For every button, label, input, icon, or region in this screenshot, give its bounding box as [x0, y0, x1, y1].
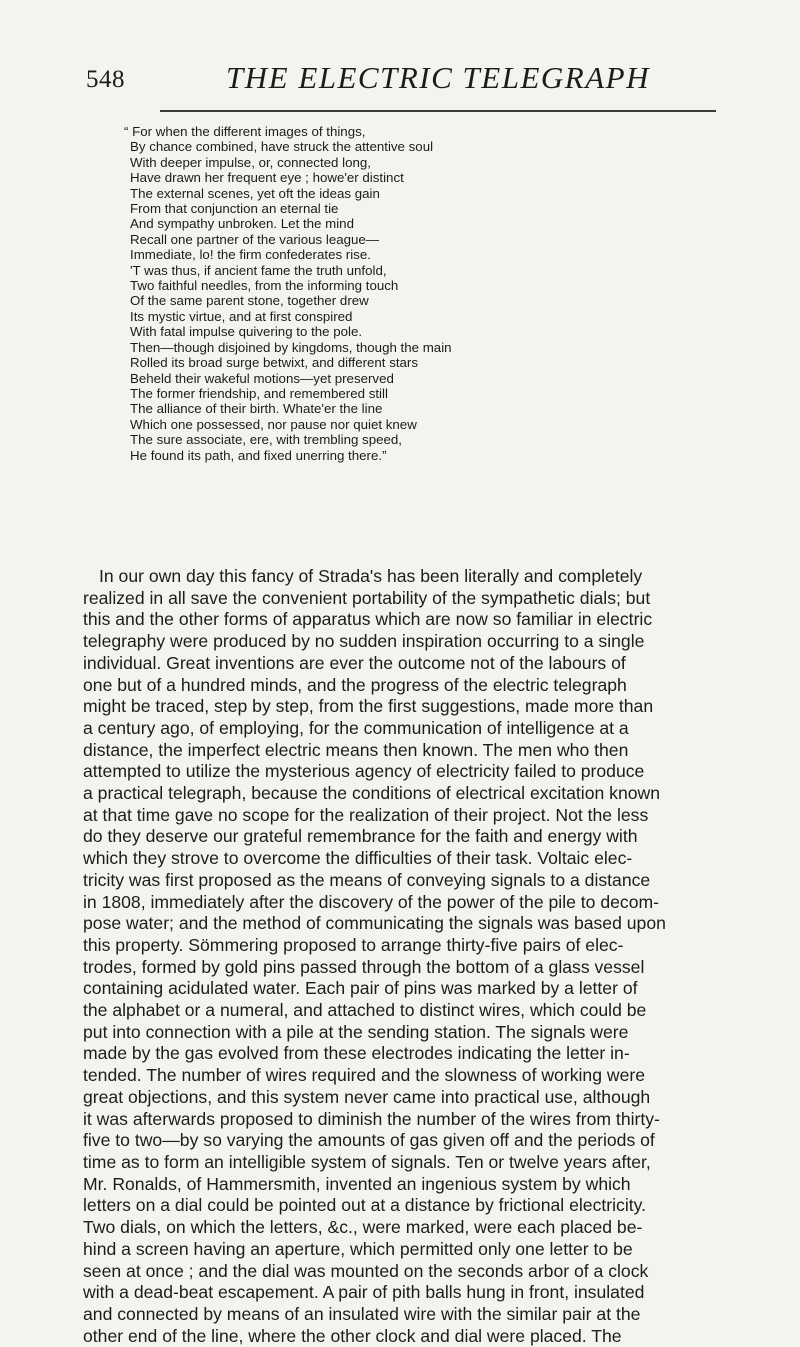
poem-line: He found its path, and fixed unerring there.” — [130, 447, 387, 463]
text-line: which they strove to overcome the difficulties of their task. Voltaic elec- — [83, 848, 633, 869]
poem-line: The former friendship, and remembered still — [130, 385, 388, 401]
poem-line: And sympathy unbroken. Let the mind — [130, 216, 354, 232]
poem-line: 'T was thus, if ancient fame the truth unfold, — [130, 262, 387, 278]
text-line: it was afterwards proposed to diminish the number of the wires from thirty- — [83, 1108, 660, 1129]
page-header — [86, 60, 746, 102]
text-line: a practical telegraph, because the conditions of electrical excitation known — [83, 783, 661, 804]
text-line: hind a screen having an aperture, which permitted only one letter to be — [83, 1238, 633, 1259]
text-line: this property. Sömmering proposed to arrange thirty-five pairs of elec- — [83, 934, 624, 955]
text-line: five to two—by so varying the amounts of gas given off and the periods of — [83, 1130, 655, 1151]
poem-line: “ For when the different images of things, — [124, 124, 366, 139]
text-line: made by the gas evolved from these electrodes indicating the letter in- — [83, 1043, 630, 1064]
poem-line: From that conjunction an eternal tie — [130, 201, 339, 217]
poem-line: By chance combined, have struck the attentive soul — [130, 139, 434, 155]
poem-line: The alliance of their birth. Whate'er the line — [130, 401, 383, 417]
text-line: in 1808, immediately after the discovery of the power of the pile to decom- — [83, 891, 660, 912]
poem-line: Of the same parent stone, together drew — [130, 293, 369, 309]
text-line: a century ago, of employing, for the communication of intelligence at a — [83, 717, 629, 738]
poem-line: Its mystic virtue, and at first conspired — [130, 308, 353, 324]
poem-line: Rolled its broad surge betwixt, and different stars — [130, 355, 419, 371]
text-line: other end of the line, where the other clock and dial were placed. The — [83, 1325, 622, 1346]
text-line: and connected by means of an insulated wire with the similar pair at the — [83, 1303, 641, 1324]
body-paragraph — [83, 566, 683, 1347]
text-line: Mr. Ronalds, of Hammersmith, invented an ingenious system by which — [83, 1173, 631, 1194]
poem-line: Recall one partner of the various league— — [130, 231, 380, 247]
quoted-poem — [124, 124, 690, 463]
text-line: pose water; and the method of communicating the signals was based upon — [83, 913, 666, 934]
poem-line: Beheld their wakeful motions—yet preserved — [130, 370, 394, 386]
text-line: tended. The number of wires required and the slowness of working were — [83, 1065, 646, 1086]
running-title: THE ELECTRIC TELEGRAPH — [226, 60, 650, 95]
text-line: great objections, and this system never came into practical use, although — [83, 1086, 651, 1107]
poem-line: The external scenes, yet oft the ideas gain — [130, 185, 380, 201]
text-line: individual. Great inventions are ever the outcome not of the labours of — [83, 652, 626, 673]
text-line: letters on a dial could be pointed out at a distance by frictional electricity. — [83, 1195, 646, 1216]
poem-line: With fatal impulse quivering to the pole. — [130, 324, 363, 340]
text-line: Two dials, on which the letters, &c., were marked, were each placed be- — [83, 1217, 643, 1238]
text-line: with a dead-beat escapement. A pair of pith balls hung in front, insulated — [83, 1282, 645, 1303]
text-line: at that time gave no scope for the realization of their project. Not the less — [83, 804, 649, 825]
text-line: trodes, formed by gold pins passed through the bottom of a glass vessel — [83, 956, 645, 977]
text-line: attempted to utilize the mysterious agency of electricity failed to produce — [83, 761, 645, 782]
text-line: containing acidulated water. Each pair of pins was marked by a letter of — [83, 978, 638, 999]
header-rule — [160, 110, 716, 112]
poem-line: Immediate, lo! the firm confederates rise. — [130, 247, 371, 263]
text-line: time as to form an intelligible system of signals. Ten or twelve years after, — [83, 1151, 651, 1172]
text-line: one but of a hundred minds, and the progress of the electric telegraph — [83, 674, 627, 695]
text-line: this and the other forms of apparatus which are now so familiar in electric — [83, 609, 653, 630]
page-number: 548 — [86, 66, 125, 93]
poem-line: Then—though disjoined by kingdoms, though the main — [130, 339, 452, 355]
poem-line: Have drawn her frequent eye ; howe'er distinct — [130, 170, 404, 186]
text-line: tricity was first proposed as the means of conveying signals to a distance — [83, 869, 651, 890]
poem-line: With deeper impulse, or, connected long, — [130, 154, 371, 170]
poem-line: The sure associate, ere, with trembling speed, — [130, 432, 402, 448]
text-line: do they deserve our grateful remembrance for the faith and energy with — [83, 826, 638, 847]
text-line: might be traced, step by step, from the first suggestions, made more than — [83, 696, 654, 717]
text-line: telegraphy were produced by no sudden inspiration occurring to a single — [83, 631, 645, 652]
text-line: distance, the imperfect electric means then known. The men who then — [83, 739, 629, 760]
text-line: the alphabet or a numeral, and attached to distinct wires, which could be — [83, 1000, 647, 1021]
poem-line: Which one possessed, nor pause nor quiet knew — [130, 416, 417, 432]
poem-line: Two faithful needles, from the informing touch — [130, 278, 399, 294]
text-line: realized in all save the convenient portability of the sympathetic dials; but — [83, 587, 651, 608]
text-line: put into connection with a pile at the sending station. The signals were — [83, 1021, 629, 1042]
text-line: seen at once ; and the dial was mounted on the seconds arbor of a clock — [83, 1260, 649, 1281]
text-line: In our own day this fancy of Strada's has been literally and completely — [99, 566, 643, 586]
